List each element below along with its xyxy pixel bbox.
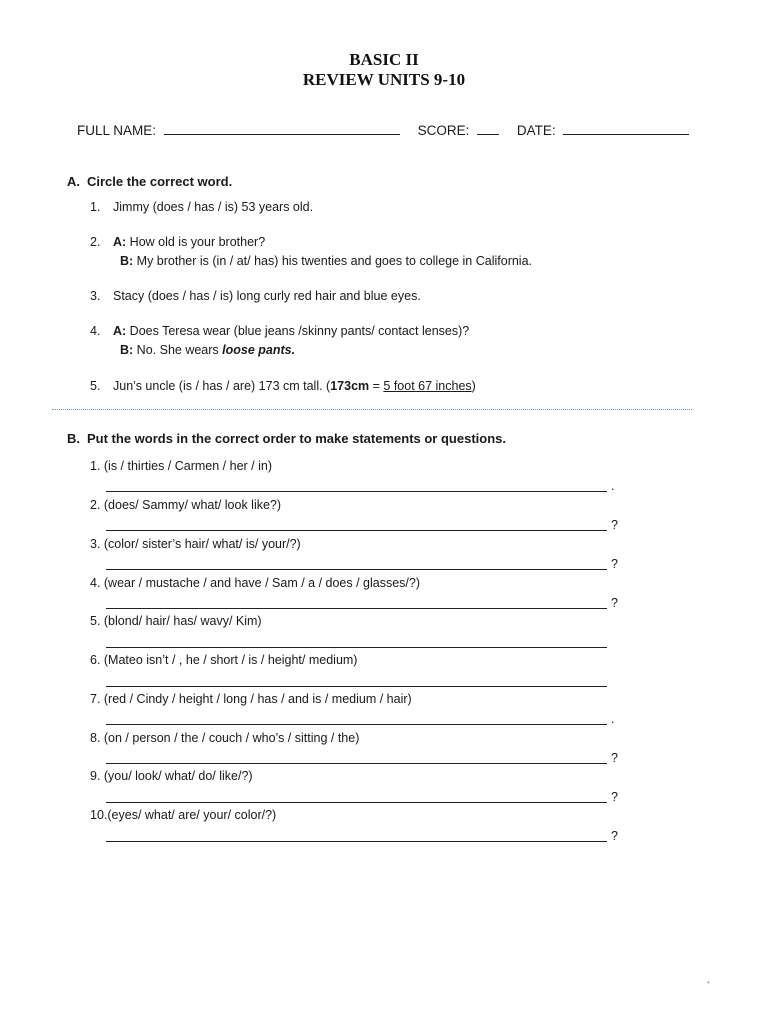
answer-line[interactable] <box>106 686 607 687</box>
section-a-item-4: 4. A: Does Teresa wear (blue jeans /skinny pants/ contact lenses)? B: No. She wears loose pants. <box>90 324 470 357</box>
section-b-heading: B. Put the words in the correct order to make statements or questions. <box>67 431 506 446</box>
section-a-item-1: 1. Jimmy (does / has / is) 53 years old. <box>90 200 314 214</box>
end-punctuation: ? <box>611 790 618 804</box>
end-punctuation: . <box>611 712 615 726</box>
section-a-item-2: 2. A: How old is your brother? B: My brother is (in / at/ has) his twenties and goes to college in California. <box>90 235 533 268</box>
section-a-item-5: 5. Jun’s uncle (is / has / are) 173 cm tall. (173cm = 5 foot 67 inches) <box>90 379 476 393</box>
section-b-prompt: 9. (you/ look/ what/ do/ like/?) <box>90 769 253 783</box>
full-name-field[interactable] <box>164 121 400 135</box>
answer-line[interactable] <box>106 841 607 842</box>
end-punctuation: ? <box>611 596 618 610</box>
worksheet-title: BASIC II <box>349 50 419 69</box>
section-b-prompt: 7. (red / Cindy / height / long / has / and is / medium / hair) <box>90 692 412 706</box>
date-label: DATE: <box>516 123 556 138</box>
score-label: SCORE: <box>417 123 470 138</box>
section-divider <box>52 409 692 410</box>
section-b-prompt: 8. (on / person / the / couch / who’s / sitting / the) <box>90 731 360 745</box>
end-punctuation: ? <box>611 557 618 571</box>
end-punctuation: ? <box>611 518 618 532</box>
worksheet-subtitle: REVIEW UNITS 9-10 <box>302 70 466 89</box>
end-punctuation: . <box>611 479 615 493</box>
section-b-prompt: 2. (does/ Sammy/ what/ look like?) <box>90 498 282 512</box>
section-b-prompt: 1. (is / thirties / Carmen / her / in) <box>90 459 272 473</box>
section-b-prompt: 4. (wear / mustache / and have / Sam / a / does / glasses/?) <box>90 576 421 590</box>
full-name-label: FULL NAME: <box>77 123 157 138</box>
answer-line[interactable] <box>106 802 607 803</box>
section-b-prompt: 6. (Mateo isn’t / , he / short / is / height/ medium) <box>90 653 358 667</box>
answer-line[interactable] <box>106 647 607 648</box>
student-info-row <box>77 121 689 138</box>
section-b-prompt: 5. (blond/ hair/ has/ wavy/ Kim) <box>90 614 262 628</box>
score-field[interactable] <box>477 121 499 135</box>
answer-line[interactable] <box>106 491 607 492</box>
section-a-heading: A. Circle the correct word. <box>67 174 233 189</box>
date-field[interactable] <box>563 121 689 135</box>
end-punctuation: ? <box>611 751 618 765</box>
section-b-prompt: 3. (color/ sister’s hair/ what/ is/ your/?) <box>90 537 301 551</box>
page-corner-dot: • <box>707 978 710 987</box>
section-b-prompt: 10.(eyes/ what/ are/ your/ color/?) <box>90 808 277 822</box>
answer-line[interactable] <box>106 569 607 570</box>
answer-line[interactable] <box>106 724 607 725</box>
answer-line[interactable] <box>106 530 607 531</box>
section-a-item-3: 3. Stacy (does / has / is) long curly red hair and blue eyes. <box>90 289 421 303</box>
answer-line[interactable] <box>106 763 607 764</box>
answer-line[interactable] <box>106 608 607 609</box>
end-punctuation: ? <box>611 829 618 843</box>
